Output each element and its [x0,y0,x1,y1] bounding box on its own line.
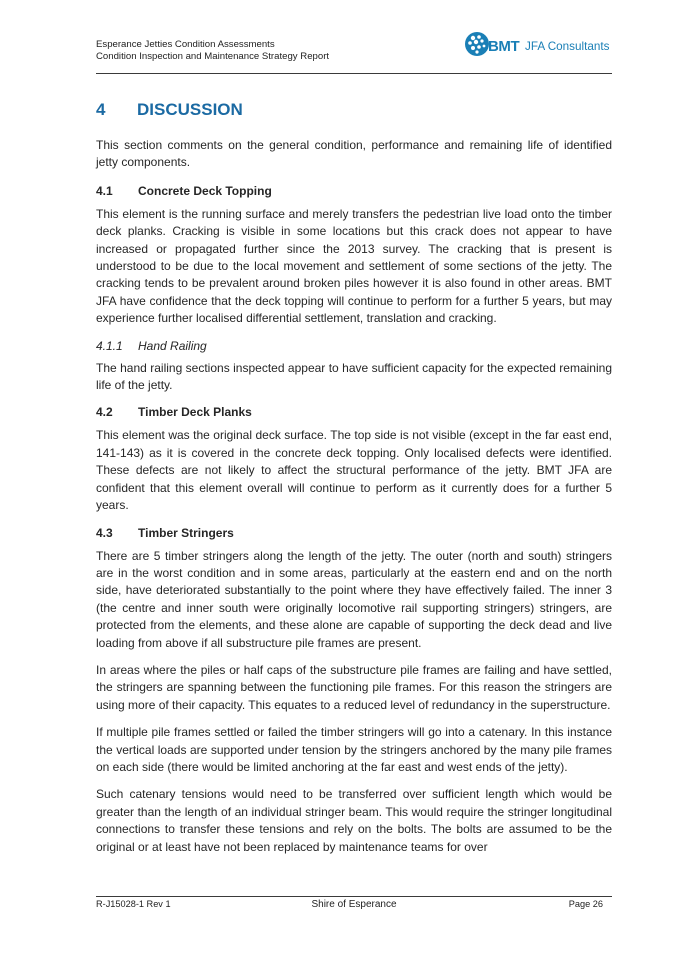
bmt-logo [462,30,612,62]
heading-title: Concrete Deck Topping [138,183,272,198]
heading-number: 4.1.1 [96,338,123,353]
heading-4-1-1 [96,338,612,354]
heading-number: 4.2 [96,405,113,420]
section-heading [96,99,612,121]
paragraph-4-3-b: In areas where the piles or half caps of the substructure pile frames are failing and have settled, the stringers are spanning between the functioning pile frames. For this reason the stringers are using more of their capacity. This equates to a reduced level of redundancy in the superstructure. [96,662,612,712]
heading-number: 4.1 [96,183,113,198]
footer-divider [96,896,612,897]
footer-row [96,899,612,913]
bmt-globe-icon [464,31,490,57]
heading-title: Timber Stringers [138,525,234,540]
heading-4-3 [96,525,612,541]
page-header [96,30,612,76]
section-number: 4 [96,100,106,119]
client-name: Shire of Esperance [311,899,397,910]
heading-4-1 [96,183,612,199]
page-number: Page 26 [568,899,603,909]
intro-paragraph: This section comments on the general condition, performance and remaining life of identified jetty components. [96,138,612,170]
paragraph-4-2: This element was the original deck surface. The top side is not visible (except in the far east end, 141-143) as it is covered in the concrete deck topping. Only localised defects were identified. These defects are not likely to affect the structural performance of the jetty. BMT JFA are confident that this element overall will continue to perform as it currently does for a further 5 years. [96,428,612,513]
section-title: DISCUSSION [137,100,243,119]
page-footer [96,896,612,913]
heading-title: Timber Deck Planks [138,405,252,420]
logo-jfa-text: JFA Consultants [525,40,610,53]
header-divider [96,73,612,74]
paragraph-4-1: This element is the running surface and merely transfers the pedestrian live load onto the timber deck planks. Cracking is visible in some locations but this crack does not appear to have increased or propagated further since the 2013 survey. The cracking that is present is understood to be due to the local movement and settlement of some sections of the jetty. The cracking tends to be prevalent around broken piles however it is also found in other areas. BMT JFA have confidence that the deck topping will continue to perform for a further 5 years, but may experience further localised differential settlement, translation and cracking. [96,206,612,326]
header-text [96,39,329,62]
logo-bmt-text: BMT [488,38,520,55]
header-line-2: Condition Inspection and Maintenance Strategy Report [96,50,330,62]
paragraph-4-3-c: If multiple pile frames settled or failed the timber stringers will go into a catenary. In this instance the vertical loads are supported under tension by the stringers anchored by the many pile frames on each side (there would be limited anchoring at the far east and west ends of the jetty). [96,725,612,774]
heading-number: 4.3 [96,525,113,540]
paragraph-4-1-1: The hand railing sections inspected appear to have sufficient capacity for the expected remaining life of the jetty. [96,360,612,393]
heading-title: Hand Railing [138,338,207,353]
report-reference: R-J15028-1 Rev 1 [96,899,171,909]
paragraph-4-3-a: There are 5 timber stringers along the length of the jetty. The outer (north and south) stringers are in the worst condition and in some areas, particularly at the eastern end and on the north side, have deteriorated substantially to the point where they have effectively failed. The inner 3 (the centre and inner south were originally locomotive rail supporting stringers) stringers, are protected from the elements, and these alone are capable of supporting the deck dead and live loading from above if all substructure pile frames are present. [96,548,612,650]
paragraph-4-3-d: Such catenary tensions would need to be transferred over sufficient length which would be greater than the length of an individual stringer beam. This would require the stringer longitudinal connections to transfer these tensions and rely on the bolts. The bolts are assumed to be the original or at least have not been replaced by maintenance teams for over [96,787,612,854]
heading-4-2 [96,404,612,420]
header-line-1: Esperance Jetties Condition Assessments [96,39,275,50]
page-body [96,99,612,866]
